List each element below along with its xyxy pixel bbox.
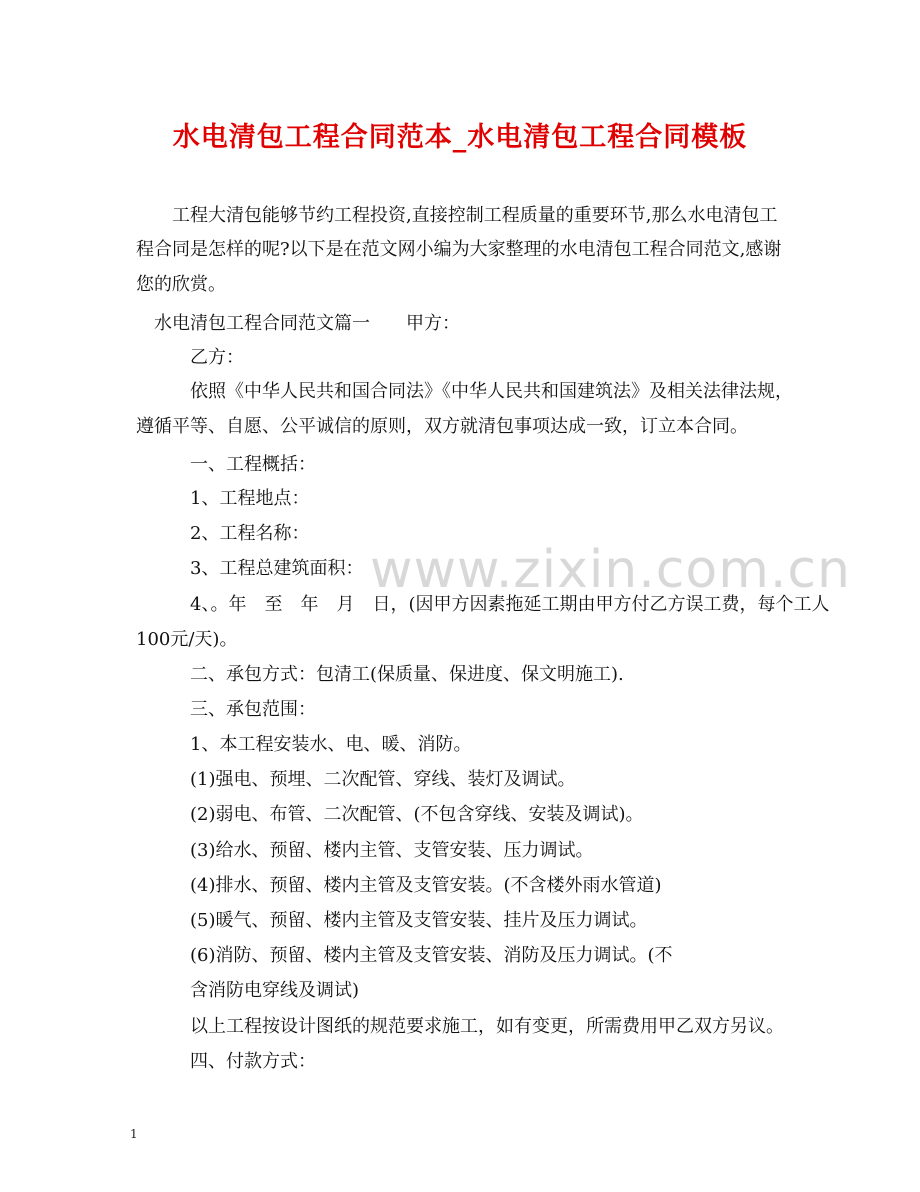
clause-item: 1、工程地点： [190, 488, 310, 509]
clause-item: 4、。年 至 年 月 日，(因甲方因素拖延工期由甲方付乙方误工费，每个工人 [190, 594, 830, 615]
section-heading: 水电清包工程合同范文篇一 甲方： [154, 313, 460, 334]
party-b-label: 乙方： [190, 347, 244, 368]
clause-heading: 一、工程概括： [190, 454, 316, 475]
clause-item: (5)暖气、预留、楼内主管及支管安装、挂片及压力调试。 [190, 910, 648, 931]
clause-item: (6)消防、预留、楼内主管及支管安装、消防及压力调试。(不 [190, 945, 673, 966]
paragraph-line: 遵循平等、自愿、公平诚信的原则，双方就清包事项达成一致，订立本合同。 [136, 416, 748, 437]
clause-item: 1、本工程安装水、电、暖、消防。 [190, 734, 472, 755]
clause-item: (2)弱电、布管、二次配管、(不包含穿线、安装及调试)。 [190, 804, 644, 825]
paragraph-line: 工程大清包能够节约工程投资,直接控制工程质量的重要环节,那么水电清包工 [172, 205, 778, 226]
clause-item: 含消防电穿线及调试) [190, 980, 360, 1001]
clause-item: (1)强电、预埋、二次配管、穿线、装灯及调试。 [190, 769, 576, 790]
clause-item: 2、工程名称： [190, 523, 310, 544]
clause-heading: 三、承包范围： [190, 699, 316, 720]
page-number: 1 [130, 1127, 138, 1141]
paragraph-line: 以上工程按设计图纸的规范要求施工，如有变更，所需费用甲乙双方另议。 [190, 1016, 784, 1037]
clause-item: 3、工程总建筑面积： [190, 558, 364, 579]
watermark: www.zixin.com.cn [370, 540, 851, 600]
clause-item: (3)给水、预留、楼内主管、支管安装、压力调试。 [190, 840, 594, 861]
paragraph-line: 依照《中华人民共和国合同法》《中华人民共和国建筑法》及相关法律法规， [190, 381, 793, 402]
paragraph-line: 程合同是怎样的呢?以下是在范文网小编为大家整理的水电清包工程合同范文,感谢 [136, 239, 782, 260]
clause-item: (4)排水、预留、楼内主管及支管安装。(不含楼外雨水管道) [190, 875, 662, 896]
paragraph-line: 您的欣赏。 [136, 274, 226, 295]
clause-heading: 二、承包方式：包清工(保质量、保进度、保文明施工). [190, 664, 624, 685]
document-title: 水电清包工程合同范本_水电清包工程合同模板 [172, 122, 748, 153]
clause-heading: 四、付款方式： [190, 1051, 316, 1072]
clause-item: 100元/天)。 [136, 629, 238, 650]
